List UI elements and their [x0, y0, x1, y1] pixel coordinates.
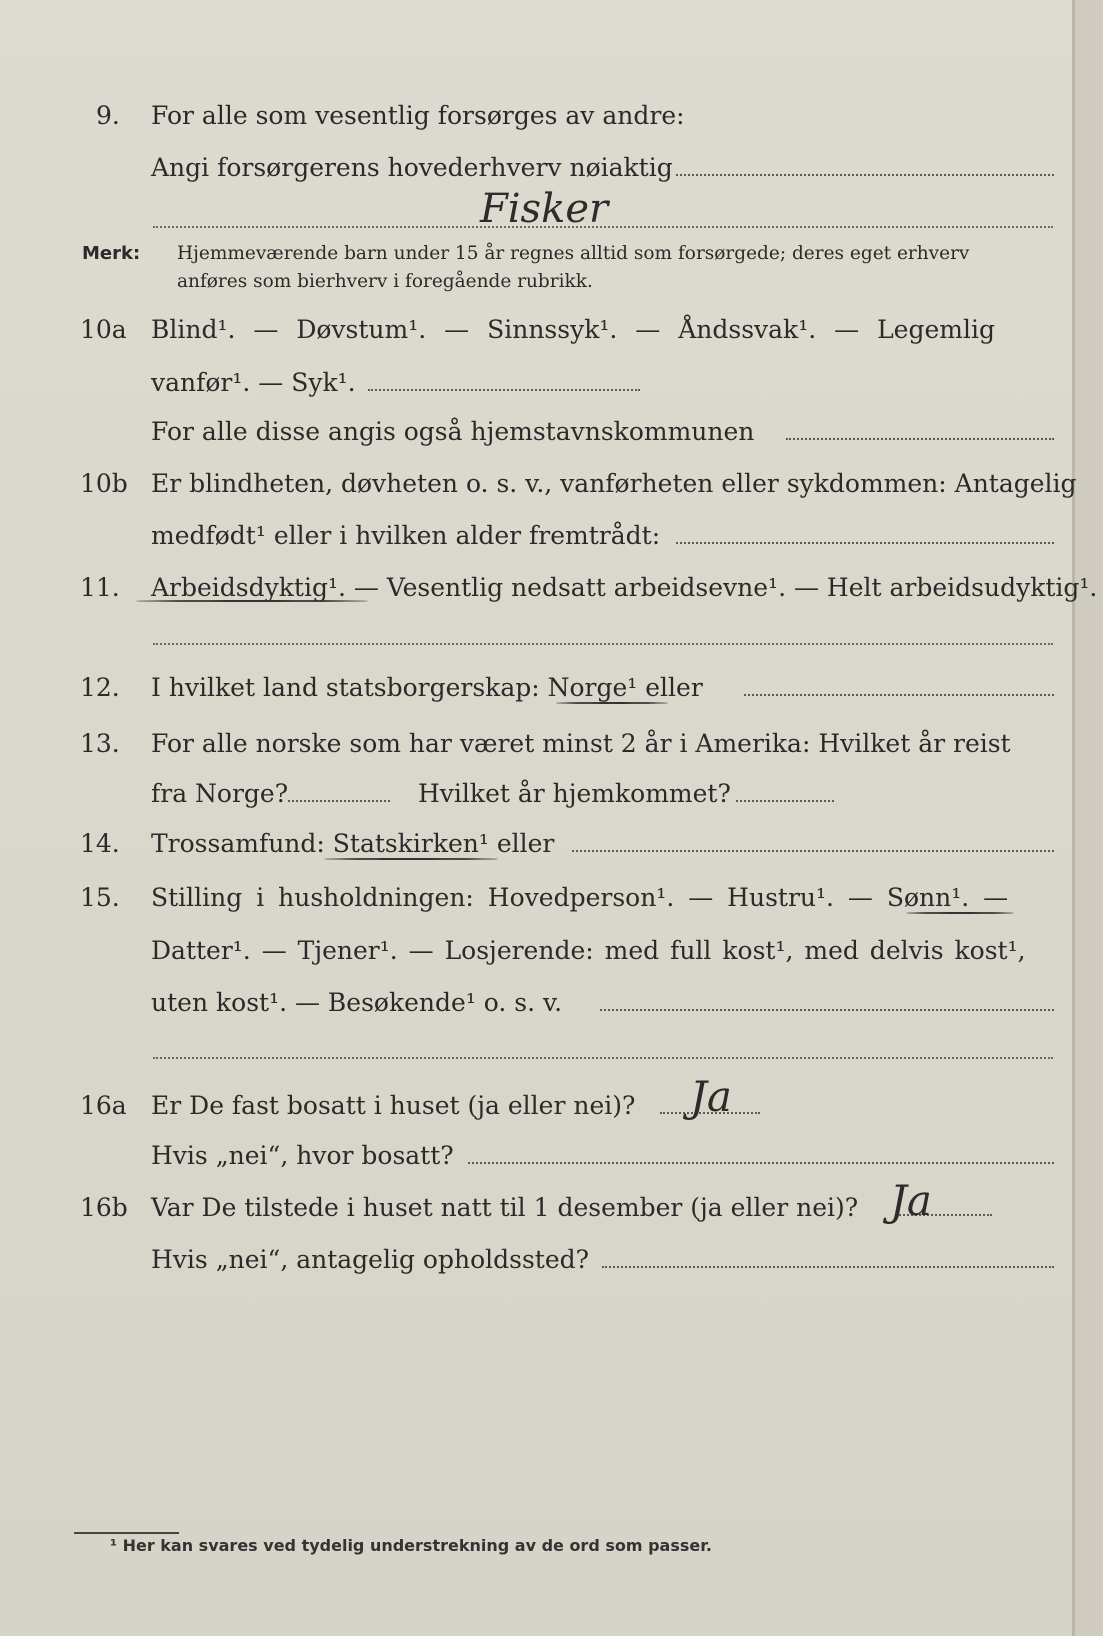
q13-text-1: For alle norske som har været minst 2 år i Amerika: Hvilket år reist	[151, 729, 1011, 758]
q9-handwritten-answer: Fisker	[480, 186, 609, 232]
q15-pen-underline	[906, 912, 1014, 914]
q10b-number: 10b	[80, 469, 128, 498]
q14-text: Trossamfund: Statskirken¹ eller	[151, 829, 555, 858]
q10b-line-2	[0, 516, 1103, 556]
q13-number: 13.	[80, 729, 120, 758]
q16b-line-1	[0, 1188, 1103, 1228]
q12-text: I hvilket land statsborgerskap: Norge¹ eller	[151, 673, 703, 702]
merk-line-2: anføres som bierhverv i foregående rubrikk.	[177, 271, 593, 292]
q14-answer-line	[572, 850, 1054, 852]
page-margin	[1075, 0, 1103, 1636]
q16b-handwritten-answer: Ja	[890, 1176, 932, 1225]
q14-number: 14.	[80, 829, 120, 858]
q11-answer-line	[153, 643, 1053, 645]
q15-number: 15.	[80, 883, 120, 912]
q13-text-2a: fra Norge?	[151, 779, 289, 808]
merk-line-1: Hjemmeværende barn under 15 år regnes alltid som forsørgede; deres eget erhverv	[177, 243, 970, 264]
q10a-line-2	[0, 363, 1103, 403]
q15-answer-line	[600, 1009, 1054, 1011]
q9-number: 9.	[96, 101, 120, 130]
q16a-text-1: Er De fast bosatt i huset (ja eller nei)?	[151, 1091, 636, 1120]
q11-text: Arbeidsdyktig¹. — Vesentlig nedsatt arbeidsevne¹. — Helt arbeidsudyktig¹.	[151, 573, 1098, 602]
q15-text-3: uten kost¹. — Besøkende¹ o. s. v.	[151, 988, 563, 1017]
q10a-line-3	[0, 412, 1103, 452]
q12-answer-line	[744, 694, 1054, 696]
q10a-text-2: vanfør¹. — Syk¹.	[151, 368, 356, 397]
q16b-line-2	[0, 1240, 1103, 1280]
merk-label: Merk:	[82, 243, 141, 264]
q13-text-2b: Hvilket år hjemkommet?	[418, 779, 731, 808]
q15-line-2	[0, 931, 1103, 971]
q10b-answer-line	[676, 542, 1054, 544]
q16a-handwritten-answer: Ja	[690, 1072, 732, 1121]
q12-number: 12.	[80, 673, 120, 702]
q16b-opholdssted-line	[602, 1266, 1054, 1268]
q16a-bosatt-line	[468, 1162, 1054, 1164]
q16a-number: 16a	[80, 1091, 127, 1120]
footnote-rule	[74, 1532, 179, 1534]
footnote: ¹ Her kan svares ved tydelig understrekning av de ord som passer.	[110, 1536, 712, 1555]
q11-pen-underline	[136, 600, 368, 602]
q10b-text-1: Er blindheten, døvheten o. s. v., vanførheten eller sykdommen: Antagelig	[151, 469, 1077, 498]
q16b-text-1: Var De tilstede i huset natt til 1 desember (ja eller nei)?	[151, 1193, 859, 1222]
q11-line	[0, 568, 1103, 608]
q15-answer-line-2	[153, 1057, 1053, 1059]
q16b-number: 16b	[80, 1193, 128, 1222]
q14-line	[0, 824, 1103, 864]
q16a-text-2: Hvis „nei“, hvor bosatt?	[151, 1141, 454, 1170]
q12-pen-underline	[556, 702, 668, 704]
q9-text-2: Angi forsørgerens hovederhverv nøiaktig	[151, 153, 673, 182]
q9-line-1	[0, 96, 1103, 136]
q15-line-3	[0, 983, 1103, 1023]
merk-note	[82, 240, 970, 292]
q16b-text-2: Hvis „nei“, antagelig opholdssted?	[151, 1245, 590, 1274]
q16a-line-2	[0, 1136, 1103, 1176]
q10a-number: 10a	[80, 315, 127, 344]
q10a-line-1	[0, 310, 1103, 350]
q10b-line-1	[0, 464, 1103, 504]
q9-answer-line	[676, 174, 1054, 176]
q9-answer-line-2	[153, 226, 1053, 228]
q10a-kommune-line	[786, 438, 1054, 440]
q16a-line-1	[0, 1086, 1103, 1126]
q10a-answer-line	[368, 389, 640, 391]
q14-pen-underline	[324, 858, 498, 860]
q15-text-2: Datter¹. — Tjener¹. — Losjerende: med full kost¹, med delvis kost¹,	[151, 936, 1026, 965]
q13-line-2	[0, 774, 1103, 814]
q15-text-1: Stilling i husholdningen: Hovedperson¹. — Hustru¹. — Sønn¹. —	[151, 883, 1009, 912]
q10b-text-2: medfødt¹ eller i hvilken alder fremtrådt:	[151, 521, 661, 550]
q13-hjemkommet-line	[736, 800, 834, 802]
q11-number: 11.	[80, 573, 120, 602]
q12-line	[0, 668, 1103, 708]
q10a-text-3: For alle disse angis også hjemstavnskommunen	[151, 417, 755, 446]
q13-line-1	[0, 724, 1103, 764]
q10a-text-1: Blind¹. — Døvstum¹. — Sinnssyk¹. — Åndssvak¹. — Legemlig	[151, 315, 995, 344]
q9-text-1: For alle som vesentlig forsørges av andre:	[151, 101, 685, 130]
q13-reist-line	[288, 800, 390, 802]
q9-line-2	[0, 148, 1103, 188]
